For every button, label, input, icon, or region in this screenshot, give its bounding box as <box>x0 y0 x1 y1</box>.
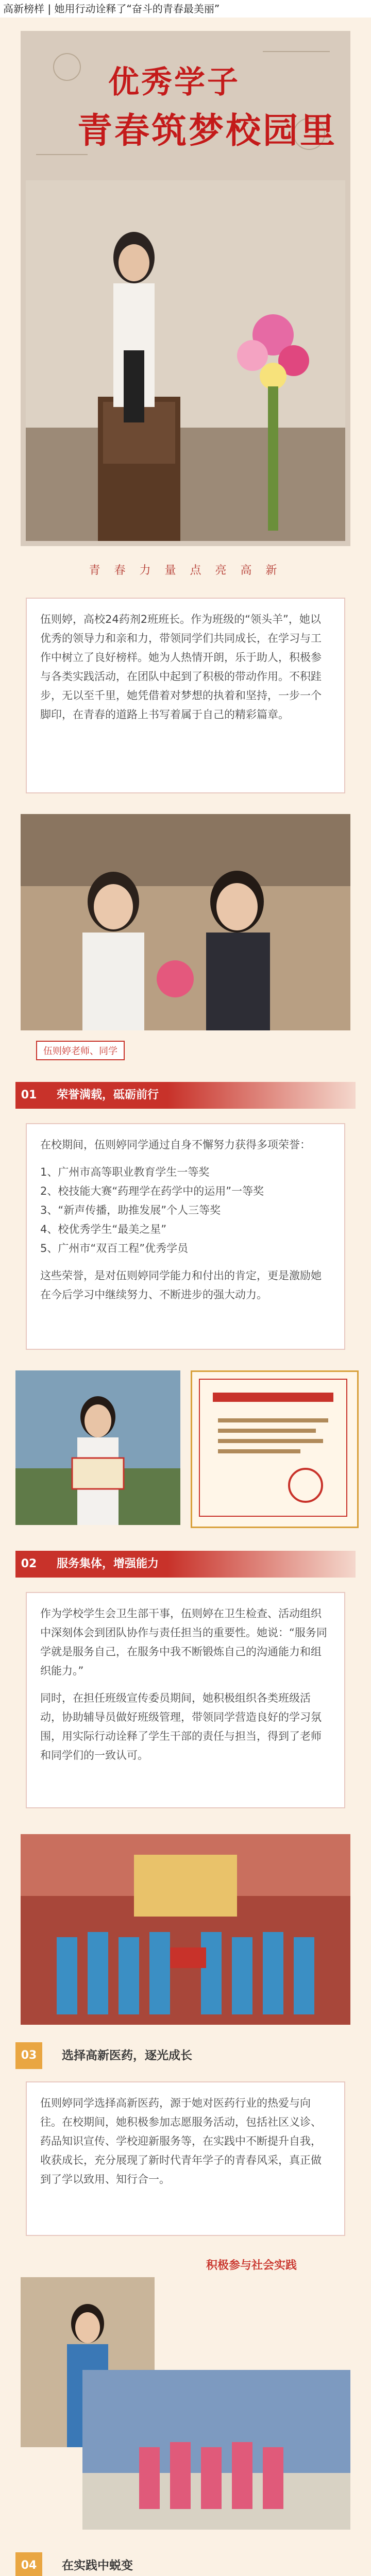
photo1-caption: 伍则婷老师、同学 <box>36 1041 125 1060</box>
section-04-number: 04 <box>15 2552 42 2576</box>
hero-title-group <box>77 31 338 165</box>
section-01-header <box>15 1082 356 1109</box>
section-03-paragraph: 伍则婷同学选择高新医药，源于她对医药行业的热爱与向往。在校期间，她积极参加志愿服务活动，包括社区义诊、药品知识宣传、学校迎新服务等，在实践中不断提升自我，收获成长，充分展现了新时代青年学子的青春风采，真正做到了学以致用、知行合一。 <box>40 2097 322 2185</box>
hero-subtitle: 青 春 力 量 点 亮 高 新 <box>89 564 282 577</box>
section-02-number: 02 <box>15 1551 42 1578</box>
section-01-title: 荣誉满载，砥砺前行 <box>57 1089 159 1101</box>
section-02-header <box>15 1551 356 1578</box>
section-03-card <box>26 2081 345 2236</box>
honor-item: 5、广州市“双百工程”优秀学员 <box>40 1242 189 1255</box>
section-02-paragraph-1: 作为学校学生会卫生部干事，伍则婷在卫生检查、活动组织中深刻体会到团队协作与责任担当的重要性。她说：“服务同学就是服务自己，在服务中我不断锻炼自己的沟通能力和组织能力。” <box>40 1607 327 1677</box>
honor-item: 4、校优秀学生“最美之星” <box>40 1223 167 1235</box>
photo-teacher-students <box>21 814 350 1030</box>
section-02-paragraph-2: 同时，在担任班级宣传委员期间，她积极组织各类班级活动，协助辅导员做好班级管理，带领同学营造良好的学习氛围，用实际行动诠释了学生干部的责任与担当，得到了老师和同学们的一致认可。 <box>40 1692 322 1761</box>
section-01-closing: 这些荣誉，是对伍则婷同学能力和付出的肯定，更是激励她在今后学习中继续努力、不断进步的强大动力。 <box>40 1269 322 1301</box>
honor-item: 3、“新声传播，助推发展”个人三等奖 <box>40 1204 221 1216</box>
section-04-header <box>15 2550 356 2576</box>
social-practice-label: 积极参与社会实践 <box>206 2259 297 2272</box>
hero-title-line2: 青春筑梦校园里 <box>77 111 338 151</box>
photo-award-student <box>15 1370 180 1525</box>
hero-title-line1: 优秀学子 <box>108 64 240 100</box>
intro-card <box>26 598 345 793</box>
article-title-bar <box>0 0 371 18</box>
photo-volunteer-2 <box>82 2370 350 2530</box>
honor-item: 1、广州市高等职业教育学生一等奖 <box>40 1166 210 1178</box>
hero-photo <box>26 180 345 541</box>
honor-item: 2、校技能大赛“药理学在药学中的运用”一等奖 <box>40 1185 264 1197</box>
intro-paragraph: 伍则婷，高校24药剂2班班长。作为班级的“领头羊”，她以优秀的领导力和亲和力，带领同学们共同成长，在学习与工作中树立了良好榜样。她为人热情开朗，乐于助人，积极参与各类实践活动，在团队中起到了积极的带动作用。不积跬步，无以至千里，她凭借着对梦想的执着和坚持，一步一个脚印，在青春的道路上书写着属于自己的精彩篇章。 <box>40 613 322 721</box>
hero-poster <box>21 31 350 546</box>
section-03-title: 选择高新医药，逐光成长 <box>62 2049 192 2062</box>
section-01-number: 01 <box>15 1082 42 1109</box>
section-02-title: 服务集体，增强能力 <box>57 1557 159 1570</box>
section-01-card <box>26 1123 345 1350</box>
certificate-image <box>191 1370 359 1528</box>
section-04-title: 在实践中蜕变 <box>62 2559 133 2572</box>
section-03-header <box>15 2040 356 2071</box>
section-02-card <box>26 1592 345 1808</box>
hero-photo-illustration <box>26 180 345 541</box>
article-title: 高新榜样 | 她用行动诠释了“奋斗的青春最美丽” <box>3 3 220 15</box>
section-03-number: 03 <box>15 2042 42 2069</box>
photo-group-event <box>21 1834 350 2025</box>
section-01-lead: 在校期间，伍则婷同学通过自身不懈努力获得多项荣誉： <box>40 1139 311 1151</box>
honor-list <box>40 1163 331 1258</box>
